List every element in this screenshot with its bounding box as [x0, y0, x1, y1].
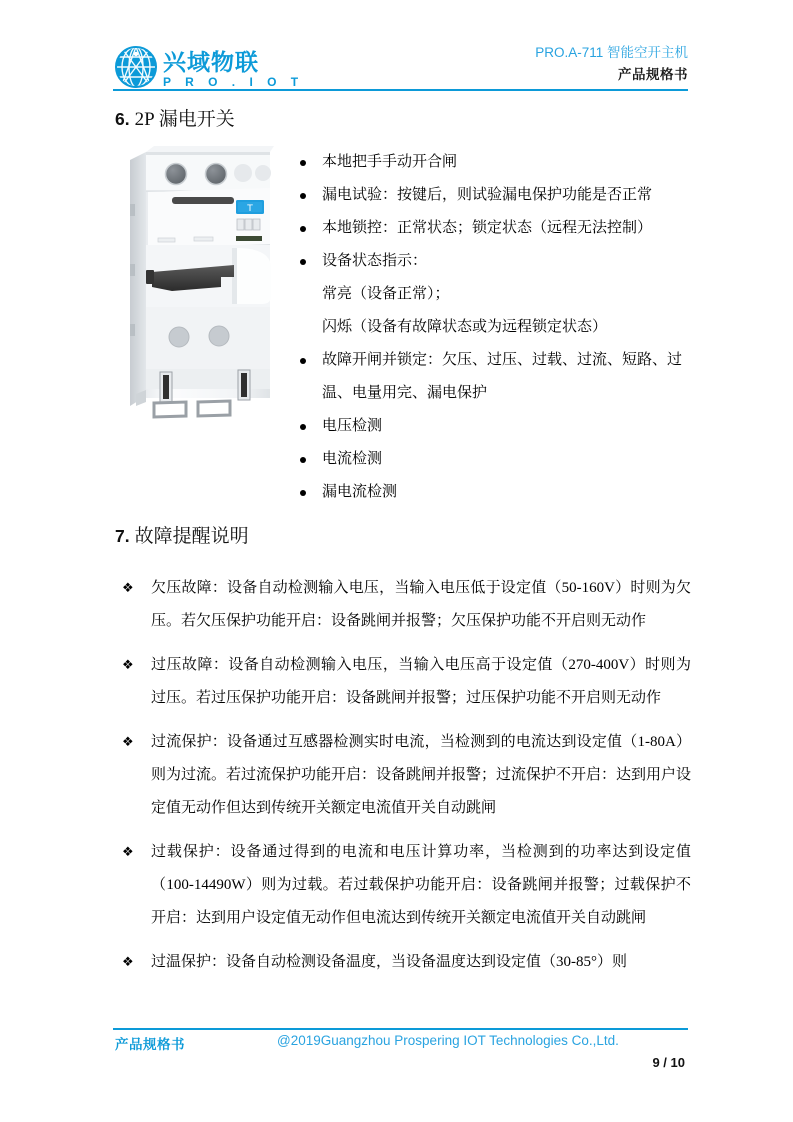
svg-text:T: T — [247, 204, 253, 214]
bullet-dot-icon — [300, 490, 306, 496]
footer-copyright: @2019Guangzhou Prospering IOT Technologies Co.,Ltd. — [277, 1033, 619, 1048]
section-7-number: 7. — [115, 526, 130, 546]
feature-text: 本地把手手动开合闸 — [322, 154, 458, 170]
diamond-bullet-icon: ❖ — [122, 658, 134, 673]
feature-text: 电流检测 — [322, 451, 383, 467]
feature-bullet-list — [296, 146, 696, 509]
bullet-dot-icon — [300, 193, 306, 199]
diamond-bullet-icon: ❖ — [122, 845, 134, 860]
feature-item — [296, 212, 696, 245]
logo-chinese-name: 兴域物联 — [163, 49, 259, 75]
feature-item — [296, 476, 696, 509]
header-divider — [113, 89, 688, 91]
diamond-bullet-icon: ❖ — [122, 735, 134, 750]
bullet-dot-icon — [300, 259, 306, 265]
product-photo-2p-rcbo — [124, 144, 292, 426]
feature-text: 漏电流检测 — [322, 484, 398, 500]
feature-item — [296, 344, 697, 410]
fault-text: 过载保护：设备通过得到的电流和电压计算功率，当检测到的功率达到设定值（100-14490W）则为过载。若过载保护功能开启：设备跳闸并报警；过载保护不开启：达到用户设定值无动作但电流达到传统开关额定电流值开关自动跳闸 — [151, 844, 691, 926]
feature-text: 漏电试验：按键后，则试验漏电保护功能是否正常 — [322, 187, 653, 203]
feature-subtext: 常亮（设备正常）； — [322, 286, 450, 302]
bullet-dot-icon — [300, 226, 306, 232]
feature-item — [296, 443, 696, 476]
section-7-title: 故障提醒说明 — [134, 526, 249, 547]
feature-text: 设备状态指示： — [322, 253, 428, 269]
section-6-title: 2P 漏电开关 — [134, 109, 235, 130]
page-header — [113, 42, 688, 90]
header-title-block — [535, 42, 688, 86]
logo-wordmark — [163, 50, 304, 90]
feature-item — [296, 179, 696, 212]
footer-page-number: 9 / 10 — [652, 1055, 685, 1070]
feature-item — [296, 245, 696, 278]
fault-item-overcurrent — [116, 726, 691, 825]
feature-text: 本地锁控：正常状态；锁定状态（远程无法控制） — [322, 220, 653, 236]
feature-subtext: 闪烁（设备有故障状态或为远程锁定状态） — [322, 319, 608, 335]
diamond-bullet-icon: ❖ — [122, 955, 134, 970]
fault-text: 过压故障：设备自动检测输入电压，当输入电压高于设定值（270-400V）时则为过压。若过压保护功能开启：设备跳闸并报警；过压保护功能不开启则无动作 — [151, 657, 691, 706]
diamond-bullet-icon: ❖ — [122, 581, 134, 596]
feature-text: 故障开闸并锁定：欠压、过压、过载、过流、短路、过温、电量用完、漏电保护 — [322, 352, 683, 401]
company-logo — [113, 42, 304, 90]
fault-description-list — [116, 572, 691, 990]
feature-text: 电压检测 — [322, 418, 383, 434]
logo-english-name: P R O . I O T — [163, 75, 304, 89]
fault-item-overload — [116, 836, 691, 935]
fault-text: 欠压故障：设备自动检测输入电压，当输入电压低于设定值（50-160V）时则为欠压。若欠压保护功能开启：设备跳闸并报警；欠压保护功能不开启则无动作 — [151, 580, 691, 629]
fault-item-overvoltage — [116, 649, 691, 715]
globe-logo-icon — [113, 44, 159, 90]
fault-text: 过流保护：设备通过互感器检测实时电流，当检测到的电流达到设定值（1-80A）则为过流。若过流保护功能开启：设备跳闸并报警；过流保护不开启：达到用户设定值无动作但达到传统开关额定电流值开关自动跳闸 — [151, 734, 692, 816]
bullet-dot-icon — [300, 457, 306, 463]
section-6-heading — [115, 104, 235, 131]
bullet-dot-icon — [300, 358, 306, 364]
fault-item-undervoltage — [116, 572, 691, 638]
footer-divider — [113, 1028, 688, 1030]
header-product-model: PRO.A-711 智能空开主机 — [535, 45, 688, 60]
section-6-number: 6. — [115, 109, 130, 129]
section-7-heading — [115, 521, 249, 548]
fault-text: 过温保护：设备自动检测设备温度，当设备温度达到设定值（30-85°）则 — [151, 954, 627, 970]
footer-document-type: 产品规格书 — [115, 1037, 185, 1052]
bullet-dot-icon — [300, 160, 306, 166]
feature-item — [296, 410, 696, 443]
bullet-dot-icon — [300, 424, 306, 430]
fault-item-overtemperature — [116, 946, 691, 979]
header-document-type: 产品规格书 — [618, 67, 688, 82]
feature-item — [296, 146, 696, 179]
